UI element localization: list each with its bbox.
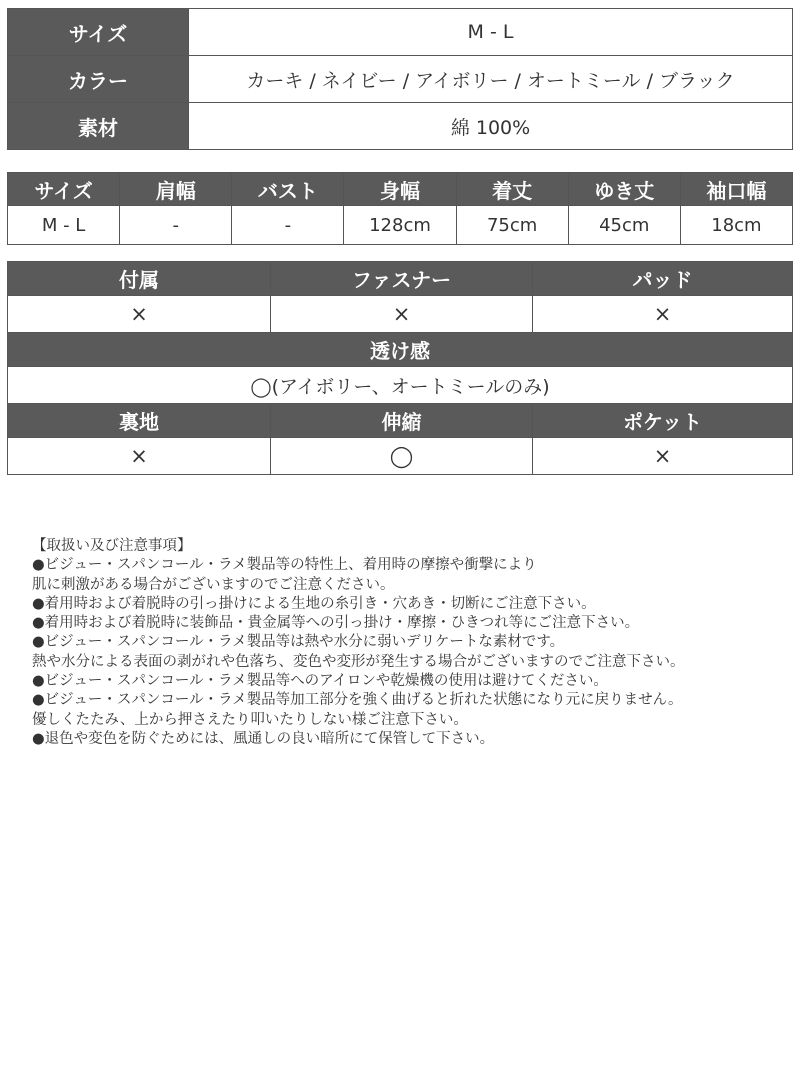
accessory-value: × [8, 296, 271, 333]
size-header-bust: バスト [232, 173, 344, 206]
pad-value: × [533, 296, 793, 333]
stretch-header: 伸縮 [271, 404, 533, 438]
zipper-header: ファスナー [271, 262, 533, 296]
see-through-header-row [8, 333, 793, 367]
care-notes-title: 【取扱い及び注意事項】 [32, 538, 192, 554]
care-note-line: ●着用時および着脱時の引っ掛けによる生地の糸引き・穴あき・切断にご注意下さい。 [32, 595, 596, 612]
pocket-header: ポケット [533, 404, 793, 438]
pad-header: パッド [533, 262, 793, 296]
care-note-line: ●ビジュー・スパンコール・ラメ製品等の特性上、着用時の摩擦や衝撃により [32, 557, 537, 574]
feature-value-row-2 [8, 438, 793, 475]
feature-header-row-1 [8, 262, 793, 296]
spec-row-size [8, 9, 793, 56]
size-header-sleeve-length: ゆき丈 [568, 173, 680, 206]
size-table [7, 172, 793, 245]
size-cell-bust: - [232, 206, 344, 245]
stretch-value: ◯ [271, 438, 533, 475]
feature-value-row-1 [8, 296, 793, 333]
size-header-shoulder: 肩幅 [120, 173, 232, 206]
size-header-body-width: 身幅 [344, 173, 456, 206]
material-label: 素材 [8, 103, 189, 150]
size-table-row [8, 206, 793, 245]
care-note-line: ●退色や変色を防ぐためには、風通しの良い暗所にて保管して下さい。 [32, 730, 495, 747]
lining-header: 裏地 [8, 404, 271, 438]
spec-row-color [8, 56, 793, 103]
material-value: 綿 100% [189, 103, 793, 150]
care-note-line: ●着用時および着脱時に装飾品・貴金属等への引っ掛け・摩擦・ひきつれ等にご注意下さい。 [32, 615, 640, 632]
size-table-header [8, 173, 793, 206]
care-note-line: ●ビジュー・スパンコール・ラメ製品等へのアイロンや乾燥機の使用は避けてください。 [32, 673, 608, 690]
size-value: M - L [189, 9, 793, 56]
care-note-line: 肌に刺激がある場合がございますのでご注意ください。 [32, 576, 395, 593]
feature-table [7, 261, 793, 475]
care-notes [32, 537, 792, 749]
accessory-header: 付属 [8, 262, 271, 296]
size-cell-body-width: 128cm [344, 206, 456, 245]
spec-row-material [8, 103, 793, 150]
size-cell-cuff-width: 18cm [680, 206, 792, 245]
spec-table [7, 8, 793, 150]
color-value: カーキ / ネイビー / アイボリー / オートミール / ブラック [189, 56, 793, 103]
care-note-line: 優しくたたみ、上から押さえたり叩いたりしない様ご注意下さい。 [32, 711, 468, 728]
see-through-header: 透け感 [8, 333, 793, 367]
care-note-line: ●ビジュー・スパンコール・ラメ製品等は熱や水分に弱いデリケートな素材です。 [32, 634, 565, 651]
feature-header-row-2 [8, 404, 793, 438]
see-through-value: ◯(アイボリー、オートミールのみ) [8, 367, 793, 404]
care-note-line: 熱や水分による表面の剥がれや色落ち、変色や変形が発生する場合がございますのでご注意下さい。 [32, 653, 685, 670]
see-through-value-row [8, 367, 793, 404]
size-header-length: 着丈 [456, 173, 568, 206]
size-cell-length: 75cm [456, 206, 568, 245]
size-cell-shoulder: - [120, 206, 232, 245]
size-label: サイズ [8, 9, 189, 56]
lining-value: × [8, 438, 271, 475]
size-cell-size: M - L [8, 206, 120, 245]
zipper-value: × [271, 296, 533, 333]
size-header-cuff-width: 袖口幅 [680, 173, 792, 206]
care-note-line: ●ビジュー・スパンコール・ラメ製品等加工部分を強く曲げると折れた状態になり元に戻りません。 [32, 692, 683, 709]
pocket-value: × [533, 438, 793, 475]
size-header-size: サイズ [8, 173, 120, 206]
color-label: カラー [8, 56, 189, 103]
size-cell-sleeve-length: 45cm [568, 206, 680, 245]
